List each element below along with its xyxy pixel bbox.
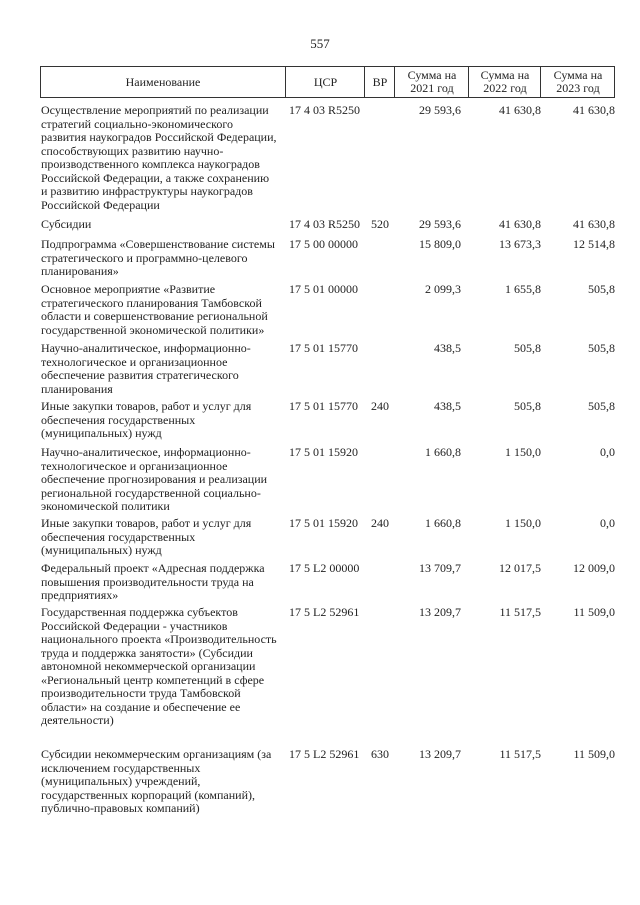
row-csr: 17 5 00 00000	[289, 237, 358, 251]
row-name: Научно-аналитическое, информационно-технологическое и организационное обеспечение прогнозирования и реализации региональной государственной социально-экономической политики	[41, 445, 268, 513]
row-sum-2023: 41 630,8	[573, 217, 615, 231]
row-csr: 17 5 L2 52961	[289, 747, 360, 761]
row-sum-2023: 11 509,0	[573, 747, 615, 761]
row-sum-2022: 505,8	[514, 341, 541, 355]
row-sum-2021: 13 209,7	[419, 605, 461, 619]
row-sum-2021: 438,5	[434, 341, 461, 355]
row-csr: 17 5 L2 00000	[289, 561, 360, 575]
row-sum-2023: 12 009,0	[573, 561, 615, 575]
row-sum-2021: 13 709,7	[419, 561, 461, 575]
row-sum-2023: 505,8	[588, 399, 615, 413]
row-csr: 17 5 01 00000	[289, 282, 358, 296]
row-vr: 520	[371, 217, 389, 231]
row-sum-2021: 29 593,6	[419, 103, 461, 117]
row-sum-2022: 12 017,5	[499, 561, 541, 575]
row-sum-2023: 41 630,8	[573, 103, 615, 117]
row-csr: 17 5 01 15920	[289, 516, 358, 530]
row-name: Осуществление мероприятий по реализации стратегий социально-экономического развития наукоградов Российской Федерации, способствующих развитию научно-производственного комплекса наукоградов Российской Федерации, а также сохранению и развитию инфраструктуры наукоградов Российской Федерации	[41, 103, 277, 212]
row-sum-2021: 13 209,7	[419, 747, 461, 761]
row-name: Государственная поддержка субъектов Российской Федерации - участников национального проекта «Производительность труда и поддержка занятости» (Субсидии автономной некоммерческой организации «Региональный центр компетенций в сфере производительности труда Тамбовской области» на создание и обеспечение ее деятельности)	[41, 605, 277, 727]
row-sum-2021: 438,5	[434, 399, 461, 413]
row-vr: 240	[371, 516, 389, 530]
table-header	[40, 66, 615, 98]
header-csr: ЦСР	[285, 67, 365, 97]
row-sum-2023: 0,0	[600, 445, 615, 459]
row-name: Субсидии	[41, 217, 92, 231]
row-name: Основное мероприятие «Развитие стратегического планирования Тамбовской области и совершенствование региональной государственной экономической политики»	[41, 282, 268, 337]
row-sum-2021: 1 660,8	[425, 445, 461, 459]
row-sum-2023: 11 509,0	[573, 605, 615, 619]
row-sum-2022: 1 150,0	[505, 445, 541, 459]
row-sum-2022: 1 655,8	[505, 282, 541, 296]
header-sum-2022: Сумма на 2022 год	[468, 67, 541, 97]
row-csr: 17 5 01 15920	[289, 445, 358, 459]
row-csr: 17 4 03 R5250	[289, 217, 361, 231]
header-sum-2021: Сумма на 2021 год	[394, 67, 469, 97]
row-sum-2022: 11 517,5	[499, 605, 541, 619]
row-sum-2023: 0,0	[600, 516, 615, 530]
row-csr: 17 4 03 R5250	[289, 103, 361, 117]
row-sum-2021: 2 099,3	[425, 282, 461, 296]
page-number: 557	[310, 36, 330, 51]
row-csr: 17 5 L2 52961	[289, 605, 360, 619]
row-sum-2021: 29 593,6	[419, 217, 461, 231]
row-sum-2022: 11 517,5	[499, 747, 541, 761]
row-sum-2022: 41 630,8	[499, 217, 541, 231]
row-vr: 240	[371, 399, 389, 413]
row-sum-2022: 1 150,0	[505, 516, 541, 530]
row-sum-2022: 13 673,3	[499, 237, 541, 251]
row-name: Иные закупки товаров, работ и услуг для обеспечения государственных (муниципальных) нужд	[41, 516, 252, 557]
row-sum-2023: 12 514,8	[573, 237, 615, 251]
row-sum-2022: 505,8	[514, 399, 541, 413]
row-vr: 630	[371, 747, 389, 761]
row-csr: 17 5 01 15770	[289, 341, 358, 355]
row-sum-2023: 505,8	[588, 282, 615, 296]
row-sum-2021: 1 660,8	[425, 516, 461, 530]
row-sum-2022: 41 630,8	[499, 103, 541, 117]
header-sum-2023: Сумма на 2023 год	[540, 67, 615, 97]
row-name: Иные закупки товаров, работ и услуг для обеспечения государственных (муниципальных) нужд	[41, 399, 252, 440]
row-name: Субсидии некоммерческим организациям (за исключением государственных (муниципальных) учреждений, государственных корпораций (компаний), публично-правовых компаний)	[41, 747, 272, 815]
row-name: Подпрограмма «Совершенствование системы стратегического и программно-целевого планирования»	[41, 237, 275, 278]
row-sum-2023: 505,8	[588, 341, 615, 355]
header-name: Наименование	[125, 74, 201, 89]
row-sum-2021: 15 809,0	[419, 237, 461, 251]
row-name: Федеральный проект «Адресная поддержка повышения производительности труда на предприятиях»	[41, 561, 265, 602]
header-vr: ВР	[364, 67, 395, 97]
row-csr: 17 5 01 15770	[289, 399, 358, 413]
row-name: Научно-аналитическое, информационно-технологическое и организационное обеспечение развития стратегического планирования	[41, 341, 251, 396]
